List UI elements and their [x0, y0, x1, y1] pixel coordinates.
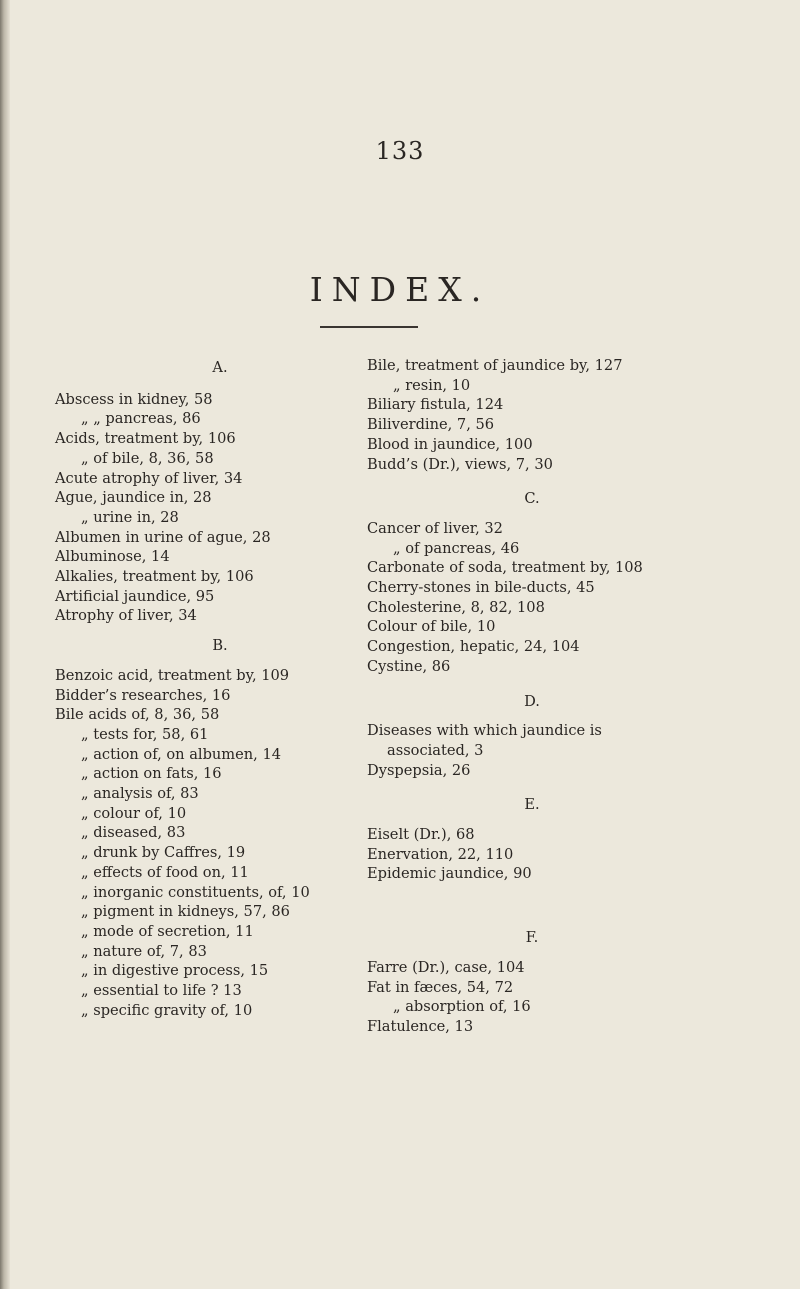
index-entry: Enervation, 22, 110	[367, 845, 514, 863]
index-entry: Biliverdine, 7, 56	[367, 416, 495, 434]
index-entry: Bile acids of, 8, 36, 58	[55, 706, 220, 724]
index-subentry: „ of pancreas, 46	[393, 539, 520, 557]
index-entry: Epidemic jaundice, 90	[367, 865, 532, 883]
index-subentry: „ „ pancreas, 86	[81, 410, 201, 428]
index-entry: Albumen in urine of ague, 28	[55, 528, 271, 546]
index-entry: Biliary fistula, 124	[367, 396, 504, 414]
page-edge	[0, 0, 10, 1289]
index-subentry: „ resin, 10	[393, 376, 471, 394]
index-subentry: „ tests for, 58, 61	[81, 725, 209, 743]
index-entry: associated, 3	[387, 741, 484, 759]
index-entry: Eiselt (Dr.), 68	[367, 826, 475, 844]
index-entry: Bidder’s researches, 16	[55, 686, 231, 704]
index-entry: Acute atrophy of liver, 34	[55, 469, 243, 487]
index-subentry: „ drunk by Caffres, 19	[81, 844, 246, 862]
index-entry: Benzoic acid, treatment by, 109	[55, 666, 290, 684]
index-subentry: „ nature of, 7, 83	[81, 942, 207, 960]
index-entry: Carbonate of soda, treatment by, 108	[367, 559, 643, 577]
heading-rule	[320, 326, 418, 328]
section-letter: B.	[212, 637, 228, 655]
index-entry: Dyspepsia, 26	[367, 761, 471, 779]
index-subentry: „ in digestive process, 15	[81, 962, 269, 980]
index-entry: Acids, treatment by, 106	[55, 430, 236, 448]
index-column-right	[367, 356, 697, 1037]
index-subentry: „ colour of, 10	[81, 804, 187, 822]
section-letter: C.	[524, 490, 540, 508]
section-letter: A.	[212, 359, 228, 376]
index-entry: Artificial jaundice, 95	[55, 587, 215, 605]
index-entry: Colour of bile, 10	[367, 618, 496, 636]
index-entry: Bile, treatment of jaundice by, 127	[367, 357, 623, 374]
index-entry: Farre (Dr.), case, 104	[367, 958, 525, 976]
index-subentry: „ inorganic constituents, of, 10	[81, 883, 310, 901]
index-entry: Cystine, 86	[367, 657, 451, 675]
index-entry: Cherry-stones in bile-ducts, 45	[367, 579, 595, 597]
index-entry: Alkalies, treatment by, 106	[55, 568, 254, 586]
index-subentry: „ effects of food on, 11	[81, 863, 249, 881]
index-entry: Blood in jaundice, 100	[367, 435, 533, 453]
page-number: 133	[375, 137, 425, 165]
index-heading: INDEX.	[309, 270, 491, 309]
section-letter: E.	[524, 796, 540, 814]
index-entry: Albuminose, 14	[55, 548, 170, 566]
index-entry: Cancer of liver, 32	[367, 519, 503, 537]
index-subentry: „ action of, on albumen, 14	[81, 745, 282, 763]
index-entry: Abscess in kidney, 58	[55, 390, 213, 408]
index-subentry: „ pigment in kidneys, 57, 86	[81, 903, 290, 921]
index-subentry: „ action on fats, 16	[81, 765, 222, 783]
index-subentry: „ absorption of, 16	[393, 998, 531, 1016]
index-subentry: „ analysis of, 83	[81, 785, 199, 803]
index-entry: Atrophy of liver, 34	[55, 607, 197, 625]
index-column-left	[55, 356, 385, 1021]
section-letter: F.	[525, 929, 539, 947]
index-entry: Diseases with which jaundice is	[367, 722, 602, 740]
section-letter: D.	[524, 692, 540, 710]
index-entry: Fat in fæces, 54, 72	[367, 978, 514, 996]
index-subentry: „ essential to life ? 13	[81, 982, 242, 1000]
index-entry: Cholesterine, 8, 82, 108	[367, 598, 545, 616]
index-subentry: „ urine in, 28	[81, 508, 179, 526]
index-entry: Budd’s (Dr.), views, 7, 30	[367, 455, 553, 473]
index-entry: Flatulence, 13	[367, 1017, 474, 1035]
index-entry: Congestion, hepatic, 24, 104	[367, 638, 580, 656]
index-subentry: „ of bile, 8, 36, 58	[81, 449, 214, 467]
index-subentry: „ diseased, 83	[81, 824, 186, 842]
index-entry: Ague, jaundice in, 28	[55, 489, 212, 507]
index-subentry: „ mode of secretion, 11	[81, 922, 254, 940]
index-subentry: „ specific gravity of, 10	[81, 1001, 253, 1019]
